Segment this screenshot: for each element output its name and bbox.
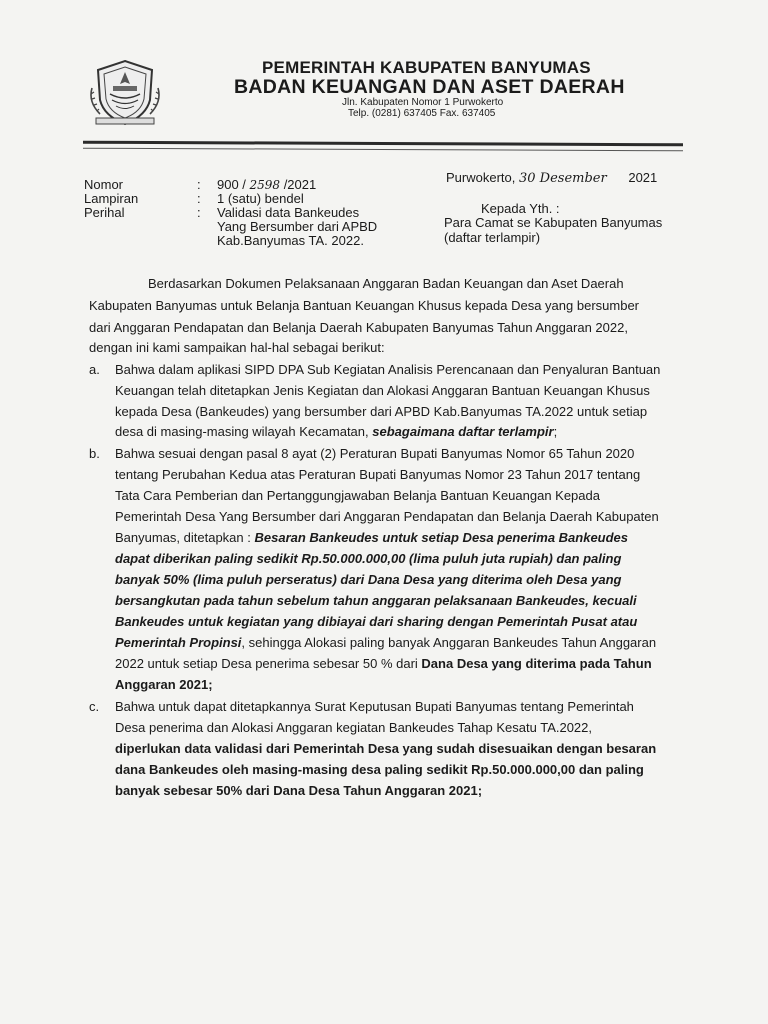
- b-line-5a: Banyumas, ditetapkan :: [115, 530, 255, 545]
- body-line: [115, 656, 652, 671]
- letterhead-agency: BADAN KEUANGAN DAN ASET DAERAH: [234, 76, 625, 98]
- perihal-label: Perihal: [84, 205, 125, 220]
- lampiran-label: Lampiran: [84, 191, 139, 206]
- banyumas-emblem-logo: [86, 58, 164, 126]
- b-line-10b: , sehingga Alokasi paling banyak Anggaran Bankeudes Tahun Anggaran: [241, 635, 657, 650]
- body-line: [115, 530, 628, 545]
- a-line-4: desa di masing-masing wilayah Kecamatan,: [115, 424, 373, 439]
- body-line: [115, 720, 592, 735]
- body-line: [115, 614, 637, 629]
- b-line-8: bersangkutan pada tahun sebelum tahun anggaran pelaksanaan Bankeudes, kecuali: [115, 593, 637, 608]
- b-line-12: Anggaran 2021;: [115, 677, 213, 692]
- recipient-line-1: Para Camat se Kabupaten Banyumas: [444, 215, 663, 230]
- item-c-marker: c.: [89, 699, 100, 714]
- recipient-kepada: Kepada Yth. :: [481, 201, 560, 216]
- body-line: [115, 467, 640, 482]
- p1-line-3: dari Anggaran Pendapatan dan Belanja Daerah Kabupaten Banyumas Tahun Anggaran 2022,: [89, 320, 628, 335]
- recipient-line-2: (daftar terlampir): [444, 230, 541, 245]
- body-line: [115, 699, 634, 714]
- b-line-11a: 2022 untuk setiap Desa penerima sebesar 50 % dari: [115, 656, 422, 671]
- nomor-suffix: /2021: [280, 177, 317, 192]
- body-line: [115, 404, 647, 419]
- b-line-9: Bankeudes untuk kegiatan yang dibiayai dari sharing dengan Pemerintah Pusat atau: [115, 614, 638, 629]
- nomor-label: Nomor: [84, 177, 124, 192]
- item-b-marker: b.: [89, 446, 100, 461]
- b-line-11b: Dana Desa yang diterima pada Tahun: [421, 656, 652, 671]
- reference-block: [84, 178, 377, 248]
- body-line: [115, 551, 621, 566]
- lampiran-row: [84, 192, 377, 206]
- c-line-1: Bahwa untuk dapat ditetapkannya Surat Keputusan Bupati Banyumas tentang Pemerintah: [115, 699, 634, 714]
- a-emphasis: sebagaimana daftar terlampir: [372, 424, 554, 439]
- date-handwritten: 30 Desember: [519, 171, 607, 186]
- body-line: [115, 762, 644, 777]
- letterhead-government: PEMERINTAH KABUPATEN BANYUMAS: [262, 58, 591, 77]
- body-line: [115, 572, 621, 587]
- c-line-4: dana Bankeudes oleh masing-masing desa paling sedikit Rp.50.000.000,00 dan paling: [115, 762, 644, 777]
- c-line-5: banyak sebesar 50% dari Dana Desa Tahun Anggaran 2021;: [115, 783, 483, 798]
- perihal-value-1: Validasi data Bankeudes: [217, 205, 360, 220]
- b-line-2: tentang Perubahan Kedua atas Peraturan Bupati Banyumas Nomor 23 Tahun 2017 tentang: [115, 467, 641, 482]
- body-line: [115, 446, 634, 461]
- body-line: [115, 783, 482, 798]
- perihal-colon: :: [197, 205, 201, 220]
- nomor-value: [217, 178, 316, 192]
- c-line-2: Desa penerima dan Alokasi Anggaran kegiatan Bankeudes Tahap Kesatu TA.2022,: [115, 720, 593, 735]
- body-line: [89, 320, 683, 335]
- a-line-3: kepada Desa (Bankeudes) yang bersumber dari APBD Kab.Banyumas TA.2022 untuk setiap: [115, 404, 648, 419]
- perihal-value-3: Kab.Banyumas TA. 2022.: [217, 233, 364, 248]
- body-line: [115, 677, 213, 692]
- b-line-4: Pemerintah Desa Yang Bersumber dari Anggaran Pendapatan dan Belanja Daerah Kabupaten: [115, 509, 659, 524]
- date-year: 2021: [628, 170, 658, 185]
- b-line-7: banyak 50% (lima puluh perseratus) dari Dana Desa yang diterima oleh Desa yang: [115, 572, 622, 587]
- spacer: [84, 234, 217, 248]
- letterhead-phone: Telp. (0281) 637405 Fax. 637405: [348, 108, 496, 119]
- body-line: [115, 424, 557, 439]
- letterhead-rule-thin: [83, 148, 683, 152]
- body-line: [148, 276, 682, 291]
- letterhead-rule-thick: [83, 141, 683, 147]
- body-line: [89, 298, 683, 313]
- lampiran-colon: :: [197, 191, 201, 206]
- b-line-1: Bahwa sesuai dengan pasal 8 ayat (2) Peraturan Bupati Banyumas Nomor 65 Tahun 2020: [115, 446, 635, 461]
- b-line-3: Tata Cara Pemberian dan Pertanggungjawaban Belanja Bantuan Keuangan Kepada: [115, 488, 600, 503]
- letterhead-address: Jln. Kabupaten Nomor 1 Purwokerto: [342, 97, 504, 108]
- perihal-value-2: Yang Bersumber dari APBD: [217, 219, 378, 234]
- body-line: [89, 340, 385, 355]
- body-line: [115, 741, 656, 756]
- a-line-1: Bahwa dalam aplikasi SIPD DPA Sub Kegiatan Analisis Perencanaan dan Penyaluran Bantuan: [115, 362, 661, 377]
- p1-line-4: dengan ini kami sampaikan hal-hal sebagai berikut:: [89, 340, 385, 355]
- body-line: [115, 488, 600, 503]
- a-end: ;: [553, 424, 558, 439]
- body-line: [115, 593, 637, 608]
- perihal-row-2: [84, 220, 377, 234]
- date-city: Purwokerto,: [446, 170, 516, 185]
- item-a-marker: a.: [89, 362, 100, 377]
- b-line-10a: Pemerintah Propinsi: [115, 635, 242, 650]
- letter-date: [446, 170, 657, 186]
- nomor-handwritten: 2598: [249, 178, 281, 192]
- spacer: [84, 220, 217, 234]
- b-line-6: dapat diberikan paling sedikit Rp.50.000.000,00 (lima puluh juta rupiah) dan paling: [115, 551, 622, 566]
- a-line-2: Keuangan telah ditetapkan Jenis Kegiatan dan Alokasi Anggaran Bantuan Keuangan Khusus: [115, 383, 650, 398]
- c-line-3: diperlukan data validasi dari Pemerintah Desa yang sudah disesuaikan dengan besaran: [115, 741, 657, 756]
- recipient-block: [444, 215, 662, 245]
- body-line: [115, 383, 650, 398]
- nomor-row: [84, 178, 377, 192]
- body-line: [115, 362, 660, 377]
- body-line: [115, 635, 656, 650]
- perihal-row: [84, 206, 377, 220]
- b-line-5b: Besaran Bankeudes untuk setiap Desa penerima Bankeudes: [254, 530, 629, 545]
- lampiran-value: 1 (satu) bendel: [217, 191, 304, 206]
- nomor-colon: :: [197, 177, 201, 192]
- p1-line-1: Berdasarkan Dokumen Pelaksanaan Anggaran Badan Keuangan dan Aset Daerah: [148, 276, 624, 291]
- nomor-prefix: 900 /: [217, 177, 250, 192]
- perihal-row-3: [84, 234, 377, 248]
- p1-line-2: Kabupaten Banyumas untuk Belanja Bantuan Keuangan Khusus kepada Desa yang bersumber: [89, 298, 639, 313]
- body-line: [115, 509, 659, 524]
